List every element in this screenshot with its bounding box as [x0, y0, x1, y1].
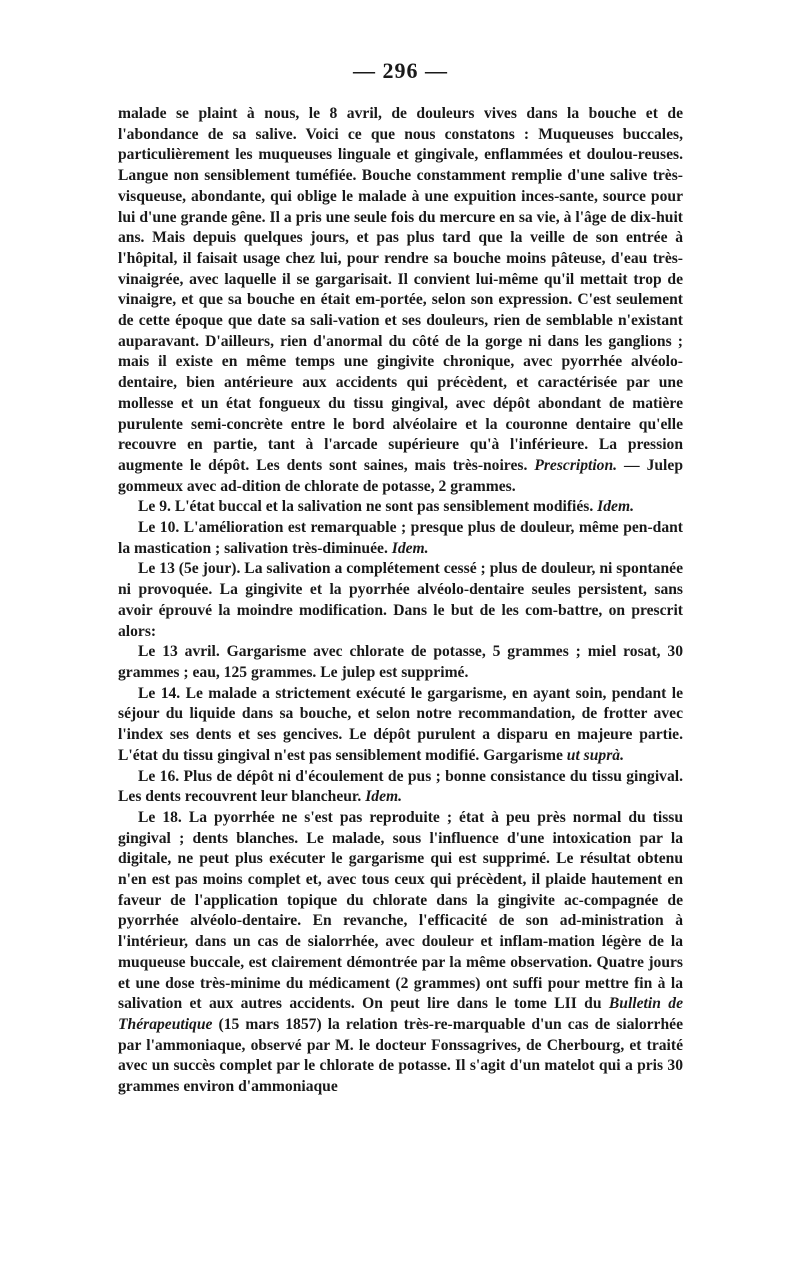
text-segment: Le 13 avril. Gargarisme avec chlorate de potasse, 5 grammes ; miel rosat, 30 grammes ; eau, 125 grammes. Le julep est supprimé.	[118, 643, 683, 681]
paragraph-13-avril	[118, 642, 683, 683]
idem-label: Idem.	[391, 539, 429, 557]
paragraph-day-10	[118, 518, 683, 559]
paragraph-day-9	[118, 497, 683, 518]
prescription-label: Prescription.	[534, 456, 618, 474]
text-segment: Le 14. Le malade a strictement exécuté le gargarisme, en ayant soin, pendant le séjour du liquide dans sa bouche, et selon notre recommandation, de frotter avec l'index ses dents et ses gencives. Le dépôt purulent a disparu en majeure partie. L'état du tissu gingival n'est pas sensiblement modifié. Gargarisme	[118, 684, 683, 764]
paragraph-day-18	[118, 808, 683, 1098]
paragraph-intro	[118, 104, 683, 497]
text-segment: Le 10. L'amélioration est remarquable ; presque plus de douleur, même pen-dant la mastication ; salivation très-diminuée.	[118, 519, 683, 557]
body-text	[118, 104, 683, 1098]
text-segment: Le 9. L'état buccal et la salivation ne sont pas sensiblement modifiés.	[138, 498, 598, 516]
text-segment: Le 16. Plus de dépôt ni d'écoulement de pus ; bonne consistance du tissu gingival. Les dents recouvrent leur blancheur.	[118, 767, 683, 806]
page-number: — 296 —	[353, 58, 448, 83]
book-page	[118, 58, 683, 1098]
paragraph-day-13	[118, 559, 683, 642]
idem-label: Idem.	[365, 788, 403, 806]
text-segment: — Julep gommeux avec ad-dition de chlorate de potasse, 2 grammes.	[118, 456, 683, 495]
text-segment: Le 18. La pyorrhée ne s'est pas reproduite ; état à peu près normal du tissu gingival ; dents blanches. Le malade, sous l'influence d'une intoxication par la digitale, ne peut plus exécuter le gargarisme qui est supprimé. Le résultat obtenu n'en est pas moins complet et, avec tous ceux qui précèdent, il plaide hautement en faveur de l'application topique du chlorate dans la gingivite ac-compagnée de pyorrhée alvéolo-dentaire. En revanche, l'efficacité de son ad-ministration à l'intérieur, dans un cas de sialorrhée, avec douleur et inflam-mation légère de la muqueuse buccale, est clairement démontrée par la même observation. Quatre jours et une dose très-minime du médicament (2 grammes) ont suffi pour mettre fin à la salivation et aux autres accidents. On peut lire dans le tome LII du	[118, 808, 683, 1013]
text-segment: malade se plaint à nous, le 8 avril, de douleurs vives dans la bouche et de l'abondance de sa salive. Voici ce que nous constatons : Muqueuses buccales, particulièrement les muqueuses linguale et gingivale, enflammées et doulou-reuses. Langue non sensiblement tuméfiée. Bouche constamment remplie d'une salive très-visqueuse, abondante, qui oblige le malade à une expuition inces-sante, source pour lui d'une grande gêne. Il a pris une seule fois du mercure en sa vie, à l'âge de dix-huit ans. Mais depuis quelques jours, et pas plus tard que la veille de son entrée à l'hôpital, il faisait usage chez lui, pour rendre sa bouche moins pâteuse, d'eau très-vinaigrée, avec laquelle il se gargarisait. Il convient lui-même qu'il mettait trop de vinaigre, et que sa bouche en était em-portée, selon son expression. C'est seulement de cette époque que date sa sali-vation et ses douleurs, rien de semblable n'existant auparavant. D'ailleurs, rien d'anormal du côté de la gorge ni dans les ganglions ; mais il existe en même temps une gingivite chronique, avec pyorrhée alvéolo-dentaire, bien antérieure aux accidents qui précèdent, et caractérisée par une mollesse et un état fongueux du tissu gingival, avec dépôt abondant de matière purulente semi-concrète entre le bord alvéolaire et la couronne dentaire qu'elle recouvre en partie, tant à l'arcade supérieure qu'à l'inférieure. La pression augmente le dépôt. Les dents sont saines, mais très-noires.	[118, 105, 683, 474]
text-segment: Le 13 (5e jour). La salivation a complétement cessé ; plus de douleur, ni spontanée ni provoquée. La gingivite et la pyorrhée alvéolo-dentaire seules persistent, sans avoir éprouvé la moindre modification. Dans le but de les com-battre, on prescrit alors:	[118, 560, 683, 640]
bulletin-title: Bulletin de Thérapeutique	[118, 995, 683, 1033]
text-segment: (15 mars 1857) la relation très-re-marquable d'un cas de sialorrhée par l'ammoniaque, observé par M. le docteur Fonssagrives, de Cherbourg, et traité avec un succès complet par le chlorate de potasse. Il s'agit d'un matelot qui a pris 30 grammes environ d'ammoniaque	[118, 1015, 683, 1096]
ut-supra-label: ut suprà.	[566, 746, 624, 764]
paragraph-day-14	[118, 684, 683, 767]
idem-label: Idem.	[597, 498, 634, 516]
paragraph-day-16	[118, 767, 683, 808]
